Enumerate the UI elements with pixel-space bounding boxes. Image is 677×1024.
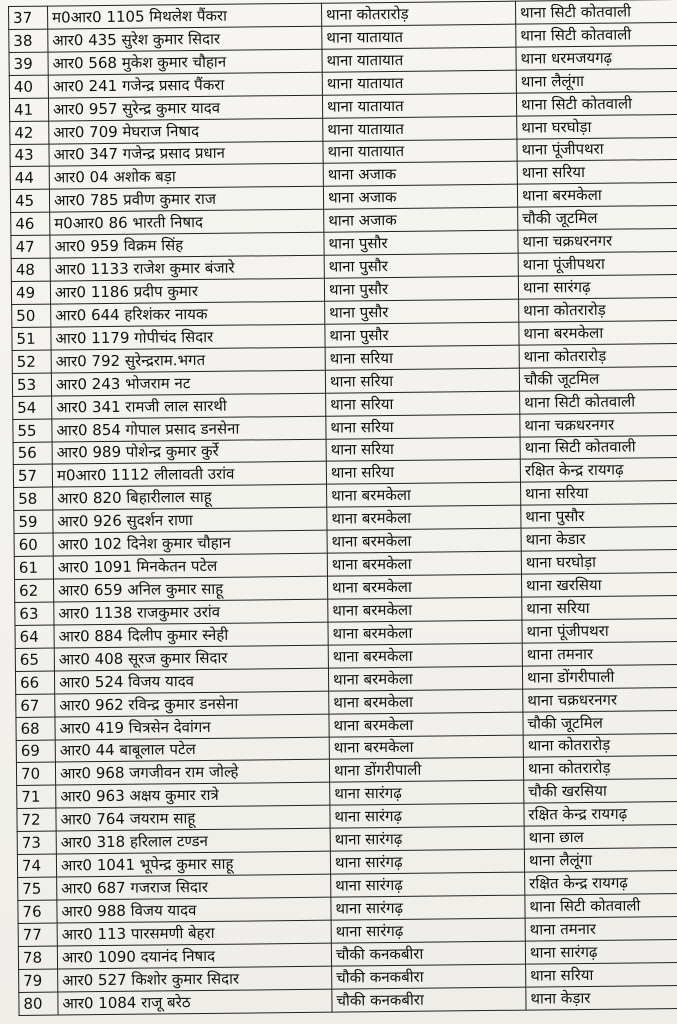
serial-number-cell: 80 bbox=[19, 992, 58, 1016]
name-cell: आर0 792 सुरेन्द्रराम.भगत bbox=[51, 347, 325, 373]
serial-number-cell: 51 bbox=[12, 327, 51, 350]
from-station-cell: थाना बरमकेला bbox=[329, 689, 523, 714]
serial-number-cell: 38 bbox=[9, 29, 48, 52]
name-cell: आर0 957 सुरेन्द्र कुमार यादव bbox=[48, 95, 322, 121]
name-cell: आर0 243 भोजराम नट bbox=[51, 370, 325, 396]
from-station-cell: थाना बरमकेला bbox=[328, 620, 522, 645]
serial-number-cell: 48 bbox=[11, 258, 50, 281]
serial-number-cell: 45 bbox=[10, 189, 49, 212]
to-station-cell: थाना पूंजीपथरा bbox=[518, 252, 677, 277]
name-cell: आर0 1091 मिनकेतन पटेल bbox=[53, 553, 327, 579]
to-station-cell: थाना सरिया bbox=[521, 481, 677, 506]
name-cell: आर0 408 सूरज कुमार सिदार bbox=[54, 645, 328, 671]
to-station-cell: थाना घरघोड़ा bbox=[517, 114, 677, 139]
name-cell: आर0 687 गजराज सिदार bbox=[57, 874, 331, 900]
serial-number-cell: 47 bbox=[11, 235, 50, 258]
name-cell: आर0 1084 राजू बरेठ bbox=[58, 989, 332, 1015]
to-station-cell: थाना सरिया bbox=[517, 160, 677, 185]
serial-number-cell: 70 bbox=[16, 762, 55, 785]
from-station-cell: थाना अजाक bbox=[324, 207, 518, 232]
name-cell: आर0 854 गोपाल प्रसाद डनसेना bbox=[52, 416, 326, 442]
name-cell: म0आर0 1112 लीलावती उरांव bbox=[52, 462, 326, 488]
name-cell: आर0 988 विजय यादव bbox=[57, 897, 331, 923]
from-station-cell: थाना सारंगढ़ bbox=[330, 780, 524, 805]
serial-number-cell: 63 bbox=[15, 602, 54, 625]
serial-number-cell: 68 bbox=[16, 717, 55, 740]
to-station-cell: थाना सरिया bbox=[526, 962, 677, 987]
from-station-cell: थाना बरमकेला bbox=[327, 574, 521, 599]
from-station-cell: थाना यातायात bbox=[322, 70, 516, 95]
to-station-cell: थाना लैलूंगा bbox=[516, 68, 677, 93]
name-cell: आर0 926 सुदर्शन राणा bbox=[53, 507, 327, 533]
name-cell: आर0 962 रविन्द्र कुमार डनसेना bbox=[55, 691, 329, 717]
from-station-cell: थाना यातायात bbox=[323, 139, 517, 164]
from-station-cell: थाना पुसौर bbox=[324, 230, 518, 255]
serial-number-cell: 49 bbox=[11, 281, 50, 304]
name-cell: म0आर0 86 भारती निषाद bbox=[50, 210, 324, 236]
serial-number-cell: 37 bbox=[9, 6, 48, 29]
serial-number-cell: 44 bbox=[10, 167, 49, 190]
to-station-cell: थाना सिटी कोतवाली bbox=[515, 0, 677, 24]
to-station-cell: थाना खरसिया bbox=[521, 572, 677, 597]
name-cell: आर0 419 चित्रसेन देवांगन bbox=[55, 714, 329, 740]
name-cell: आर0 318 हरिलाल टण्डन bbox=[56, 828, 330, 854]
to-station-cell: थाना सिटी कोतवाली bbox=[516, 22, 677, 47]
from-station-cell: थाना पुसौर bbox=[324, 253, 518, 278]
serial-number-cell: 65 bbox=[15, 648, 54, 671]
name-cell: आर0 1090 दयानंद निषाद bbox=[57, 943, 331, 969]
name-cell: आर0 568 मुकेश कुमार चौहान bbox=[48, 49, 322, 75]
from-station-cell: थाना अजाक bbox=[323, 162, 517, 187]
from-station-cell: थाना सरिया bbox=[326, 391, 520, 416]
to-station-cell: थाना सिटी कोतवाली bbox=[520, 389, 677, 414]
to-station-cell: थाना पुसौर bbox=[521, 504, 677, 529]
to-station-cell: थाना सारंगढ़ bbox=[525, 939, 677, 964]
name-cell: आर0 959 विक्रम सिंह bbox=[50, 232, 324, 258]
from-station-cell: थाना सारंगढ़ bbox=[331, 918, 525, 943]
to-station-cell: थाना बरमकेला bbox=[517, 183, 677, 208]
serial-number-cell: 71 bbox=[17, 785, 56, 808]
from-station-cell: थाना बरमकेला bbox=[329, 712, 523, 737]
serial-number-cell: 60 bbox=[14, 533, 53, 556]
from-station-cell: थाना यातायात bbox=[323, 116, 517, 141]
to-station-cell: थाना बरमकेला bbox=[519, 320, 677, 345]
serial-number-cell: 41 bbox=[9, 98, 48, 121]
name-cell: आर0 1138 राजकुमार उरांव bbox=[54, 599, 328, 625]
serial-number-cell: 61 bbox=[14, 556, 53, 579]
from-station-cell: थाना सरिया bbox=[326, 460, 520, 485]
serial-number-cell: 56 bbox=[13, 442, 52, 465]
name-cell: आर0 1041 भूपेन्द्र कुमार साहू bbox=[56, 851, 330, 877]
name-cell: आर0 113 पारसमणी बेहरा bbox=[57, 920, 331, 946]
from-station-cell: चौकी कनकबीरा bbox=[332, 987, 526, 1012]
from-station-cell: थाना सरिया bbox=[325, 345, 519, 370]
from-station-cell: थाना बरमकेला bbox=[327, 483, 521, 508]
to-station-cell: चौकी जूटमिल bbox=[523, 710, 677, 735]
to-station-cell: चौकी जूटमिल bbox=[519, 366, 677, 391]
serial-number-cell: 43 bbox=[10, 144, 49, 167]
serial-number-cell: 53 bbox=[12, 373, 51, 396]
serial-number-cell: 69 bbox=[16, 740, 55, 763]
name-cell: आर0 1179 गोपीचंद सिदार bbox=[51, 324, 325, 350]
to-station-cell: थाना सरिया bbox=[522, 595, 677, 620]
serial-number-cell: 55 bbox=[13, 419, 52, 442]
serial-number-cell: 77 bbox=[18, 923, 57, 946]
to-station-cell: थाना केडार bbox=[521, 527, 677, 552]
to-station-cell: रक्षित केन्द्र रायगढ़ bbox=[524, 802, 677, 827]
from-station-cell: थाना सरिया bbox=[326, 414, 520, 439]
serial-number-cell: 42 bbox=[10, 121, 49, 144]
serial-number-cell: 75 bbox=[18, 877, 57, 900]
name-cell: आर0 44 बाबूलाल पटेल bbox=[55, 737, 329, 763]
serial-number-cell: 76 bbox=[18, 900, 57, 923]
from-station-cell: थाना बरमकेला bbox=[328, 597, 522, 622]
name-cell: आर0 884 दिलीप कुमार स्नेही bbox=[54, 622, 328, 648]
from-station-cell: चौकी कनकबीरा bbox=[332, 964, 526, 989]
from-station-cell: चौकी कनकबीरा bbox=[331, 941, 525, 966]
name-cell: आर0 527 किशोर कुमार सिदार bbox=[58, 966, 332, 992]
to-station-cell: थाना सारंगढ़ bbox=[518, 274, 677, 299]
name-cell: आर0 341 रामजी लाल सारथी bbox=[52, 393, 326, 419]
serial-number-cell: 64 bbox=[15, 625, 54, 648]
from-station-cell: थाना पुसौर bbox=[325, 322, 519, 347]
to-station-cell: थाना कोतरारोड़ bbox=[523, 733, 677, 758]
from-station-cell: थाना यातायात bbox=[322, 24, 516, 49]
to-station-cell: थाना घरघोड़ा bbox=[521, 550, 677, 575]
serial-number-cell: 39 bbox=[9, 52, 48, 75]
to-station-cell: थाना सिटी कोतवाली bbox=[516, 91, 677, 116]
name-cell: आर0 102 दिनेश कुमार चौहान bbox=[53, 530, 327, 556]
to-station-cell: थाना चक्रधरनगर bbox=[518, 229, 677, 254]
serial-number-cell: 54 bbox=[13, 396, 52, 419]
serial-number-cell: 46 bbox=[11, 212, 50, 235]
from-station-cell: थाना पुसौर bbox=[324, 276, 518, 301]
from-station-cell: थाना डोंगरीपाली bbox=[329, 758, 523, 783]
to-station-cell: थाना कोतरारोड़ bbox=[519, 343, 677, 368]
serial-number-cell: 73 bbox=[17, 831, 56, 854]
to-station-cell: थाना पूंजीपथरा bbox=[522, 618, 677, 643]
from-station-cell: थाना सारंगढ़ bbox=[331, 872, 525, 897]
to-station-cell: रक्षित केन्द्र रायगढ़ bbox=[525, 870, 677, 895]
serial-number-cell: 78 bbox=[18, 946, 57, 969]
to-station-cell: रक्षित केन्द्र रायगढ़ bbox=[520, 458, 677, 483]
name-cell: आर0 820 बिहारीलाल साहू bbox=[53, 485, 327, 511]
serial-number-cell: 59 bbox=[14, 510, 53, 533]
serial-number-cell: 67 bbox=[16, 694, 55, 717]
from-station-cell: थाना बरमकेला bbox=[328, 643, 522, 668]
to-station-cell: थाना चक्रधरनगर bbox=[520, 412, 677, 437]
serial-number-cell: 40 bbox=[9, 75, 48, 98]
transfer-table-body bbox=[9, 0, 677, 1015]
from-station-cell: थाना बरमकेला bbox=[329, 735, 523, 760]
serial-number-cell: 74 bbox=[17, 854, 56, 877]
name-cell: आर0 764 जयराम साहू bbox=[56, 805, 330, 831]
to-station-cell: थाना धरमजयगढ़ bbox=[516, 45, 677, 70]
to-station-cell: थाना कोतरारोड़ bbox=[519, 297, 677, 322]
from-station-cell: थाना सारंगढ़ bbox=[330, 849, 524, 874]
to-station-cell: थाना सिटी कोतवाली bbox=[525, 893, 677, 918]
to-station-cell: चौकी खरसिया bbox=[524, 779, 677, 804]
serial-number-cell: 50 bbox=[12, 304, 51, 327]
name-cell: आर0 659 अनिल कुमार साहू bbox=[54, 576, 328, 602]
from-station-cell: थाना यातायात bbox=[322, 47, 516, 72]
from-station-cell: थाना यातायात bbox=[322, 93, 516, 118]
from-station-cell: थाना अजाक bbox=[323, 185, 517, 210]
from-station-cell: थाना बरमकेला bbox=[327, 505, 521, 530]
from-station-cell: थाना पुसौर bbox=[325, 299, 519, 324]
name-cell: आर0 1133 राजेश कुमार बंजारे bbox=[50, 255, 324, 281]
to-station-cell: थाना केड़ार bbox=[526, 985, 677, 1010]
from-station-cell: थाना सरिया bbox=[326, 437, 520, 462]
from-station-cell: थाना कोतरारोड़ bbox=[321, 1, 515, 26]
name-cell: आर0 347 गजेन्द्र प्रसाद प्रधान bbox=[49, 141, 323, 167]
to-station-cell: थाना तमनार bbox=[522, 641, 677, 666]
name-cell: आर0 524 विजय यादव bbox=[54, 668, 328, 694]
name-cell: म0आर0 1105 मिथलेश पैंकरा bbox=[48, 3, 322, 29]
serial-number-cell: 52 bbox=[12, 350, 51, 373]
name-cell: आर0 785 प्रवीण कुमार राज bbox=[49, 187, 323, 213]
name-cell: आर0 968 जगजीवन राम जोल्हे bbox=[55, 760, 329, 786]
name-cell: आर0 709 मेघराज निषाद bbox=[49, 118, 323, 144]
from-station-cell: थाना बरमकेला bbox=[327, 551, 521, 576]
serial-number-cell: 58 bbox=[14, 487, 53, 510]
transfer-table bbox=[8, 0, 677, 1016]
to-station-cell: थाना कोतरारोड़ bbox=[523, 756, 677, 781]
name-cell: आर0 989 पोशेन्द्र कुमार कुर्रे bbox=[52, 439, 326, 465]
serial-number-cell: 62 bbox=[15, 579, 54, 602]
to-station-cell: थाना चक्रधरनगर bbox=[523, 687, 677, 712]
serial-number-cell: 66 bbox=[15, 671, 54, 694]
to-station-cell: थाना सिटी कोतवाली bbox=[520, 435, 677, 460]
name-cell: आर0 644 हरिशंकर नायक bbox=[51, 301, 325, 327]
name-cell: आर0 04 अशोक बड़ा bbox=[49, 164, 323, 190]
name-cell: आर0 963 अक्षय कुमार रात्रे bbox=[56, 783, 330, 809]
from-station-cell: थाना बरमकेला bbox=[328, 666, 522, 691]
name-cell: आर0 1186 प्रदीप कुमार bbox=[50, 278, 324, 304]
to-station-cell: थाना छाल bbox=[524, 825, 677, 850]
to-station-cell: थाना लैलूंगा bbox=[524, 847, 677, 872]
to-station-cell: थाना पूंजीपथरा bbox=[517, 137, 677, 162]
to-station-cell: चौकी जूटमिल bbox=[518, 206, 677, 231]
from-station-cell: थाना सारंगढ़ bbox=[331, 895, 525, 920]
serial-number-cell: 79 bbox=[19, 969, 58, 992]
from-station-cell: थाना बरमकेला bbox=[327, 528, 521, 553]
name-cell: आर0 435 सुरेश कुमार सिदार bbox=[48, 26, 322, 52]
to-station-cell: थाना डोंगरीपाली bbox=[522, 664, 677, 689]
name-cell: आर0 241 गजेन्द्र प्रसाद पैंकरा bbox=[48, 72, 322, 98]
serial-number-cell: 57 bbox=[13, 464, 52, 487]
to-station-cell: थाना तमनार bbox=[525, 916, 677, 941]
serial-number-cell: 72 bbox=[17, 808, 56, 831]
from-station-cell: थाना सरिया bbox=[325, 368, 519, 393]
from-station-cell: थाना सारंगढ़ bbox=[330, 826, 524, 851]
from-station-cell: थाना सारंगढ़ bbox=[330, 803, 524, 828]
